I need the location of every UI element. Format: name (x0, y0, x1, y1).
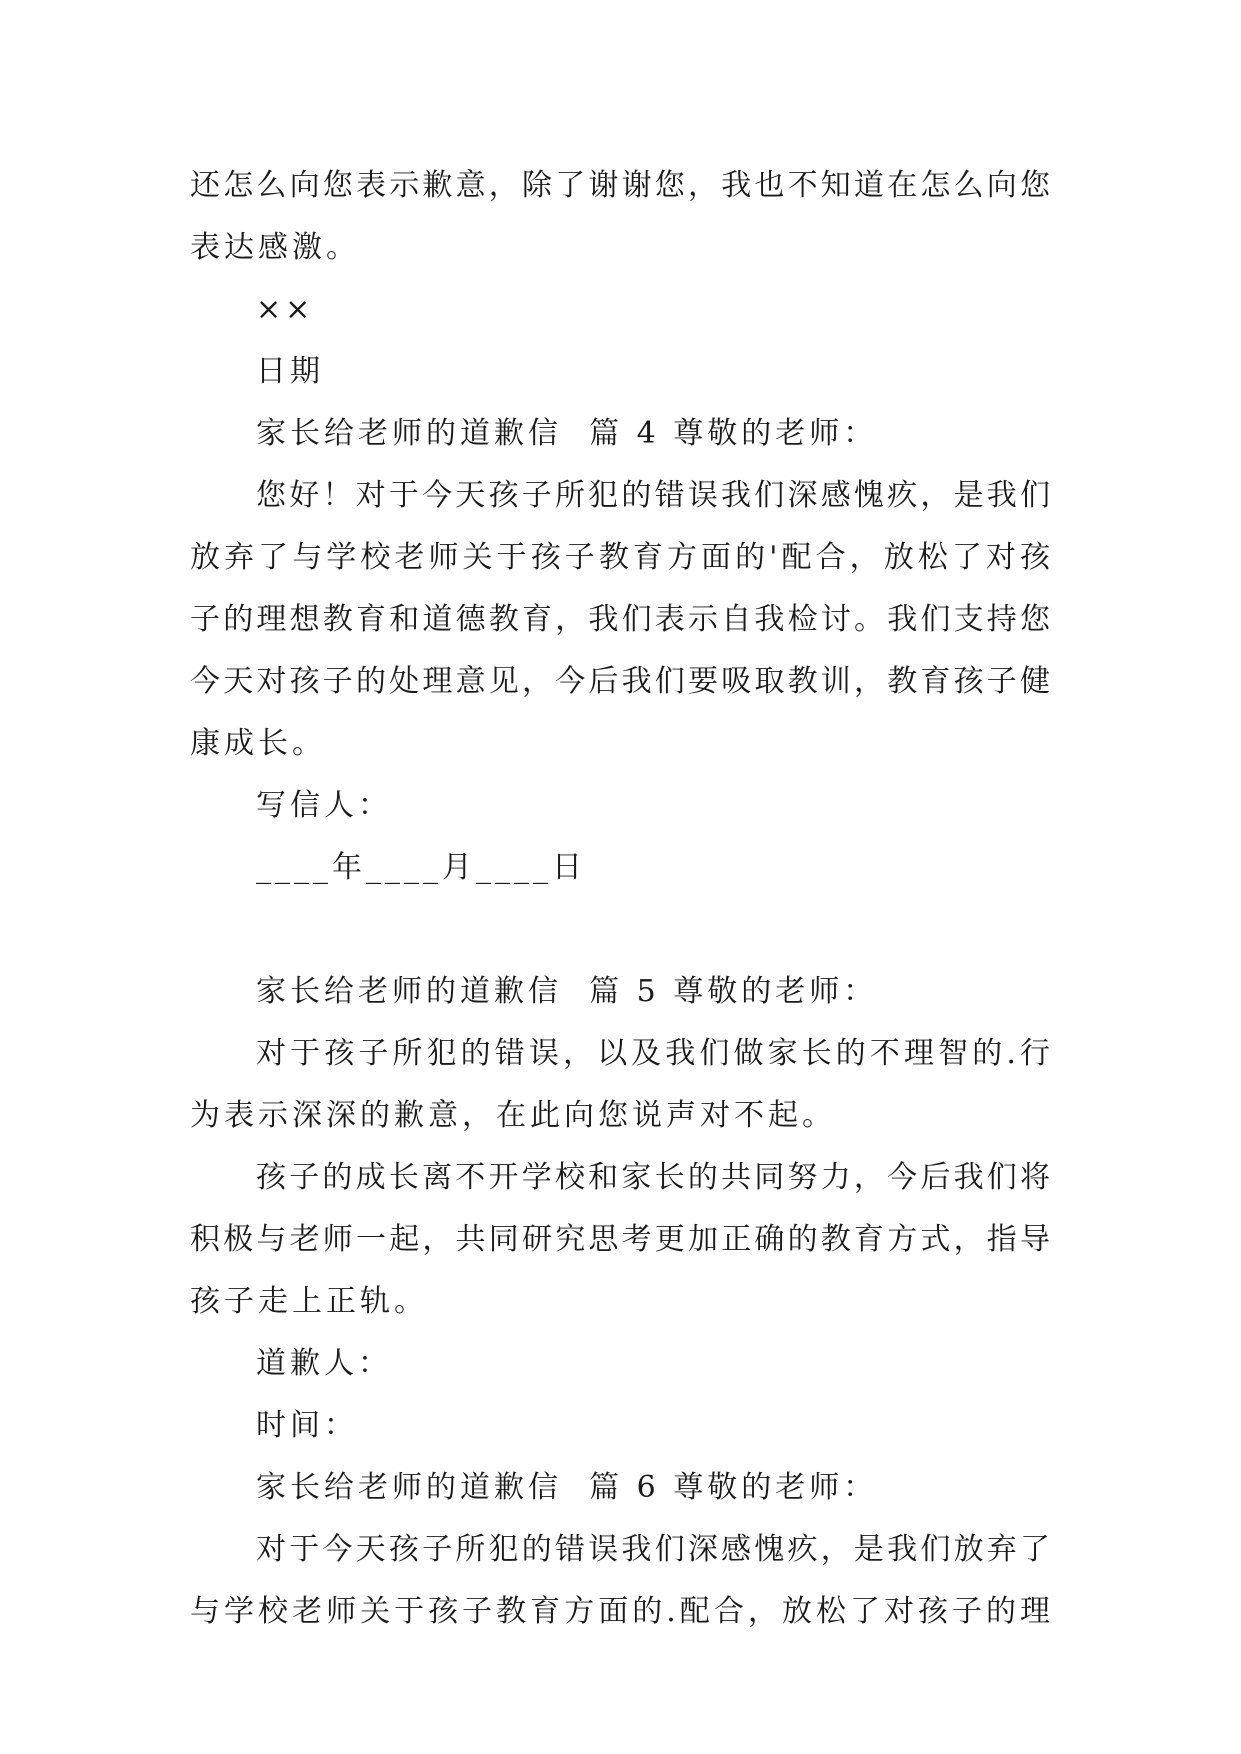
section-gap (190, 904, 1050, 966)
paragraph-line: 孩子的成长离不开学校和家长的共同努力，今后我们将 (256, 1160, 1050, 1195)
writer-label: 写信人： (256, 788, 392, 823)
signature-placeholder: ×× (256, 292, 315, 327)
paragraph-line: 康成长。 (190, 726, 326, 761)
paragraph-line: 为表示深深的歉意，在此向您说声对不起。 (190, 1098, 836, 1133)
paragraph-line: 今天对孩子的处理意见，今后我们要吸取教训，教育孩子健 (190, 664, 1050, 699)
paragraph-line: 对于今天孩子所犯的错误我们深感愧疚，是我们放弃了 (256, 1532, 1050, 1567)
date-label: 日期 (256, 354, 324, 389)
letter-heading: 家长给老师的道歉信 篇 5 尊敬的老师： (256, 974, 878, 1009)
paragraph-line: 放弃了与学校老师关于孩子教育方面的'配合，放松了对孩 (190, 540, 1050, 575)
document-page (190, 160, 1050, 1648)
time-label: 时间： (256, 1408, 358, 1443)
paragraph-line: 您好！对于今天孩子所犯的错误我们深感愧疚，是我们 (256, 478, 1050, 513)
letter-heading: 家长给老师的道歉信 篇 6 尊敬的老师： (256, 1470, 878, 1505)
paragraph-line: 孩子走上正轨。 (190, 1284, 428, 1319)
paragraph-line: 表达感激。 (190, 230, 360, 265)
paragraph-line: 子的理想教育和道德教育，我们表示自我检讨。我们支持您 (190, 602, 1050, 637)
date-blank: ____年____月____日 (256, 850, 586, 885)
paragraph-line: 与学校老师关于孩子教育方面的.配合，放松了对孩子的理 (190, 1594, 1050, 1629)
paragraph-line: 对于孩子所犯的错误，以及我们做家长的不理智的.行 (256, 1036, 1050, 1071)
paragraph-line: 积极与老师一起，共同研究思考更加正确的教育方式，指导 (190, 1222, 1050, 1257)
paragraph-line: 还怎么向您表示歉意，除了谢谢您，我也不知道在怎么向您 (190, 168, 1050, 203)
letter-heading: 家长给老师的道歉信 篇 4 尊敬的老师： (256, 416, 878, 451)
apologizer-label: 道歉人： (256, 1346, 392, 1381)
